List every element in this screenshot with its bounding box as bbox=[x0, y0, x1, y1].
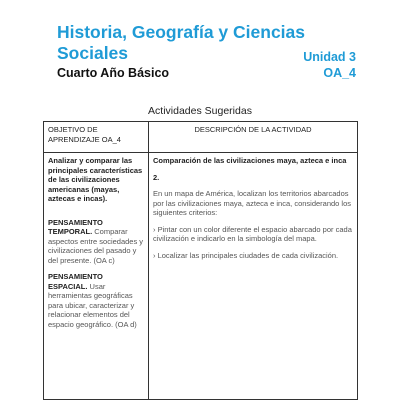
section-title: Actividades Sugeridas bbox=[148, 105, 252, 117]
document-title: Historia, Geografía y Ciencias Sociales bbox=[57, 22, 306, 63]
objective-column-header: OBJETIVO DE APRENDIZAJE OA_4 bbox=[44, 122, 149, 153]
unit-label: Unidad 3 bbox=[303, 50, 356, 64]
activity-number: 2. bbox=[153, 172, 160, 182]
description-column-header: DESCRIPCIÓN DE LA ACTIVIDAD bbox=[149, 122, 358, 153]
spatial-skill bbox=[48, 272, 144, 329]
activity-intro: En un mapa de América, localizan los territorios abarcados por las civilizaciones maya, azteca e inca, considerando los siguientes criterios: bbox=[153, 189, 352, 217]
description-cell bbox=[149, 153, 358, 400]
criterion-item: › Pintar con un color diferente el espacio abarcado por cada civilización e indicarlo en la simbología del mapa. bbox=[153, 224, 352, 243]
oa-label: OA_4 bbox=[323, 66, 356, 80]
spatial-skill-text: Usar herramientas geográficas para ubicar, caracterizar y relacionar elementos del espacio geográfico. (OA d) bbox=[48, 281, 137, 329]
criterion-item: › Localizar las principales ciudades de cada civilización. bbox=[153, 250, 339, 260]
objective-cell bbox=[44, 153, 149, 400]
grade-label: Cuarto Año Básico bbox=[57, 66, 170, 80]
spatial-skill-label: PENSAMIENTO ESPACIAL. bbox=[48, 272, 103, 291]
temporal-skill-label: PENSAMIENTO TEMPORAL. bbox=[48, 217, 103, 236]
temporal-skill-text: Comparar aspectos entre sociedades y civilizaciones del pasado y del presente. (OA c) bbox=[48, 227, 144, 265]
activity-title: Comparación de las civilizaciones maya, azteca e inca bbox=[153, 156, 347, 165]
temporal-skill bbox=[48, 218, 144, 266]
table-header-row bbox=[44, 122, 358, 153]
table-row bbox=[44, 153, 358, 400]
objective-text: Analizar y comparar las principales características de las civilizaciones americanas (mayas, aztecas e incas). bbox=[48, 156, 143, 203]
activity-table bbox=[43, 121, 358, 400]
